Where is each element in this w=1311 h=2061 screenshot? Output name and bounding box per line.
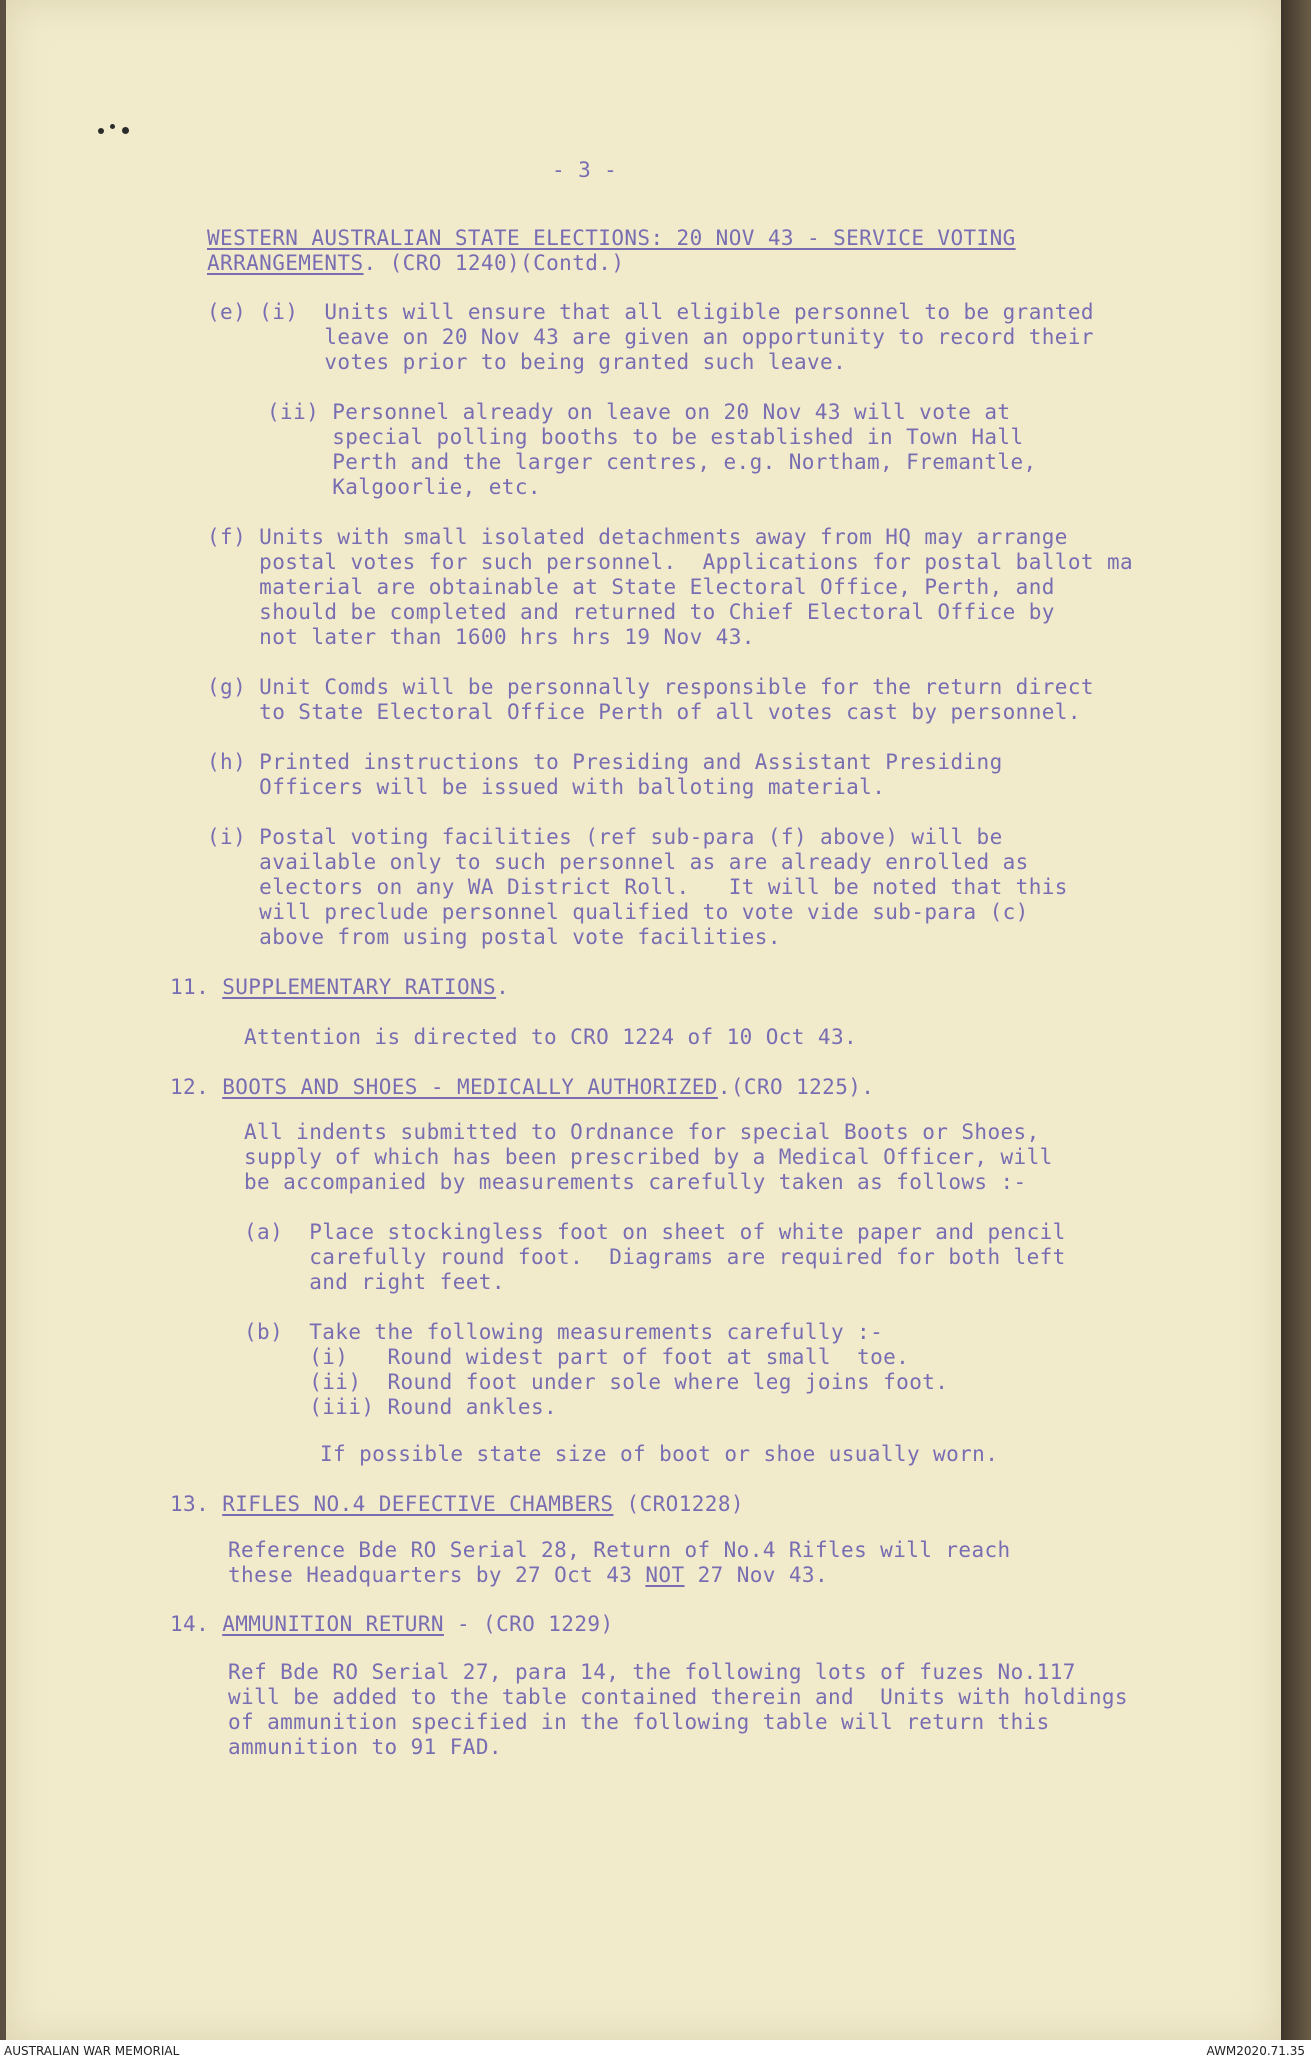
footer-catalogue-number: AWM2020.71.35 — [1206, 2044, 1305, 2058]
section-12-a-line: carefully round foot. Diagrams are required for both left — [244, 1245, 1066, 1269]
section-number: 14. — [170, 1612, 210, 1636]
section-12-b-line: (ii) Round foot under sole where leg joins foot. — [244, 1370, 949, 1394]
section-ref: (CRO1228) — [613, 1492, 744, 1516]
section-13-heading — [170, 1492, 744, 1517]
section-title: SUPPLEMENTARY RATIONS — [222, 975, 497, 999]
section-12-a-line: (a) Place stockingless foot on sheet of white paper and pencil — [244, 1220, 1066, 1244]
para-e-ii-line: (ii) Personnel already on leave on 20 Nov 43 will vote at — [267, 400, 1011, 424]
section-12-body-line: All indents submitted to Ordnance for special Boots or Shoes, — [244, 1120, 1040, 1144]
para-i-line: will preclude personnel qualified to vote vide sub-para (c) — [207, 900, 1029, 924]
section-title-end: . — [496, 975, 510, 999]
section-title: AMMUNITION RETURN — [222, 1612, 444, 1636]
section-12-b-line: (i) Round widest part of foot at small toe. — [244, 1345, 910, 1369]
page-number: - 3 - — [552, 158, 618, 182]
section-14-heading — [170, 1612, 613, 1637]
heading-underlined-part: ARRANGEMENTS — [207, 251, 364, 275]
section-12-b-line: (iii) Round ankles. — [244, 1395, 558, 1419]
section-13-body-line: Reference Bde RO Serial 28, Return of No.4 Rifles will reach — [228, 1538, 1011, 1562]
heading-line-2 — [207, 251, 624, 276]
section-12-a-line: and right feet. — [244, 1270, 505, 1294]
body-text: these Headquarters by 27 Oct 43 — [228, 1563, 646, 1587]
para-f-line: (f) Units with small isolated detachments away from HQ may arrange — [207, 525, 1068, 549]
para-g-line: to State Electoral Office Perth of all votes cast by personnel. — [207, 700, 1081, 724]
para-f-line: should be completed and returned to Chief Electoral Office by — [207, 600, 1055, 624]
heading-rest: . (CRO 1240)(Contd.) — [363, 251, 625, 275]
section-12-body-line: be accompanied by measurements carefully taken as follows :- — [244, 1170, 1027, 1194]
para-h-line: (h) Printed instructions to Presiding and Assistant Presiding — [207, 750, 1003, 774]
para-g-line: (g) Unit Comds will be personnally responsible for the return direct — [207, 675, 1094, 699]
section-12-heading — [170, 1075, 874, 1100]
para-e-i-line: (e) (i) Units will ensure that all eligible personnel to be granted — [207, 300, 1094, 324]
section-title: BOOTS AND SHOES - MEDICALLY AUTHORIZED — [222, 1075, 718, 1099]
section-12-b-line: (b) Take the following measurements carefully :- — [244, 1320, 884, 1344]
section-11-body: Attention is directed to CRO 1224 of 10 Oct 43. — [244, 1025, 858, 1049]
scan-edge — [1281, 0, 1311, 2040]
emphasis-not: NOT — [645, 1563, 685, 1587]
section-number: 11. — [170, 975, 210, 999]
section-ref: - (CRO 1229) — [443, 1612, 614, 1636]
section-title: RIFLES NO.4 DEFECTIVE CHAMBERS — [222, 1492, 614, 1516]
para-e-i-line: leave on 20 Nov 43 are given an opportunity to record their — [207, 325, 1094, 349]
punch-mark — [98, 128, 104, 134]
section-ref: .(CRO 1225). — [717, 1075, 875, 1099]
para-f-line: not later than 1600 hrs hrs 19 Nov 43. — [207, 625, 755, 649]
para-i-line: (i) Postal voting facilities (ref sub-para (f) above) will be — [207, 825, 1003, 849]
para-e-i-line: votes prior to being granted such leave. — [207, 350, 847, 374]
para-i-line: available only to such personnel as are already enrolled as — [207, 850, 1029, 874]
section-12-note: If possible state size of boot or shoe usually worn. — [320, 1442, 999, 1466]
body-text: 27 Nov 43. — [684, 1563, 829, 1587]
section-14-body-line: ammunition to 91 FAD. — [228, 1735, 502, 1759]
section-number: 12. — [170, 1075, 210, 1099]
para-i-line: above from using postal vote facilities. — [207, 925, 781, 949]
para-i-line: electors on any WA District Roll. It will be noted that this — [207, 875, 1068, 899]
section-13-body-line — [228, 1563, 828, 1588]
section-14-body-line: of ammunition specified in the following table will return this — [228, 1710, 1050, 1734]
punch-mark — [122, 127, 129, 134]
para-e-ii-line: Perth and the larger centres, e.g. Northam, Fremantle, — [267, 450, 1037, 474]
para-f-line: material are obtainable at State Electoral Office, Perth, and — [207, 575, 1055, 599]
para-e-ii-line: Kalgoorlie, etc. — [267, 475, 541, 499]
footer-institution: AUSTRALIAN WAR MEMORIAL — [4, 2044, 180, 2058]
para-h-line: Officers will be issued with balloting material. — [207, 775, 886, 799]
section-11-heading — [170, 975, 509, 1000]
heading-line-1: WESTERN AUSTRALIAN STATE ELECTIONS: 20 NOV 43 - SERVICE VOTING — [207, 226, 1016, 250]
archive-footer — [0, 2040, 1311, 2061]
section-14-body-line: will be added to the table contained therein and Units with holdings — [228, 1685, 1128, 1709]
punch-mark — [110, 124, 115, 129]
para-e-ii-line: special polling booths to be established in Town Hall — [267, 425, 1024, 449]
para-f-line: postal votes for such personnel. Applications for postal ballot ma — [207, 550, 1134, 574]
section-12-body-line: supply of which has been prescribed by a Medical Officer, will — [244, 1145, 1053, 1169]
section-14-body-line: Ref Bde RO Serial 27, para 14, the following lots of fuzes No.117 — [228, 1660, 1076, 1684]
section-number: 13. — [170, 1492, 210, 1516]
